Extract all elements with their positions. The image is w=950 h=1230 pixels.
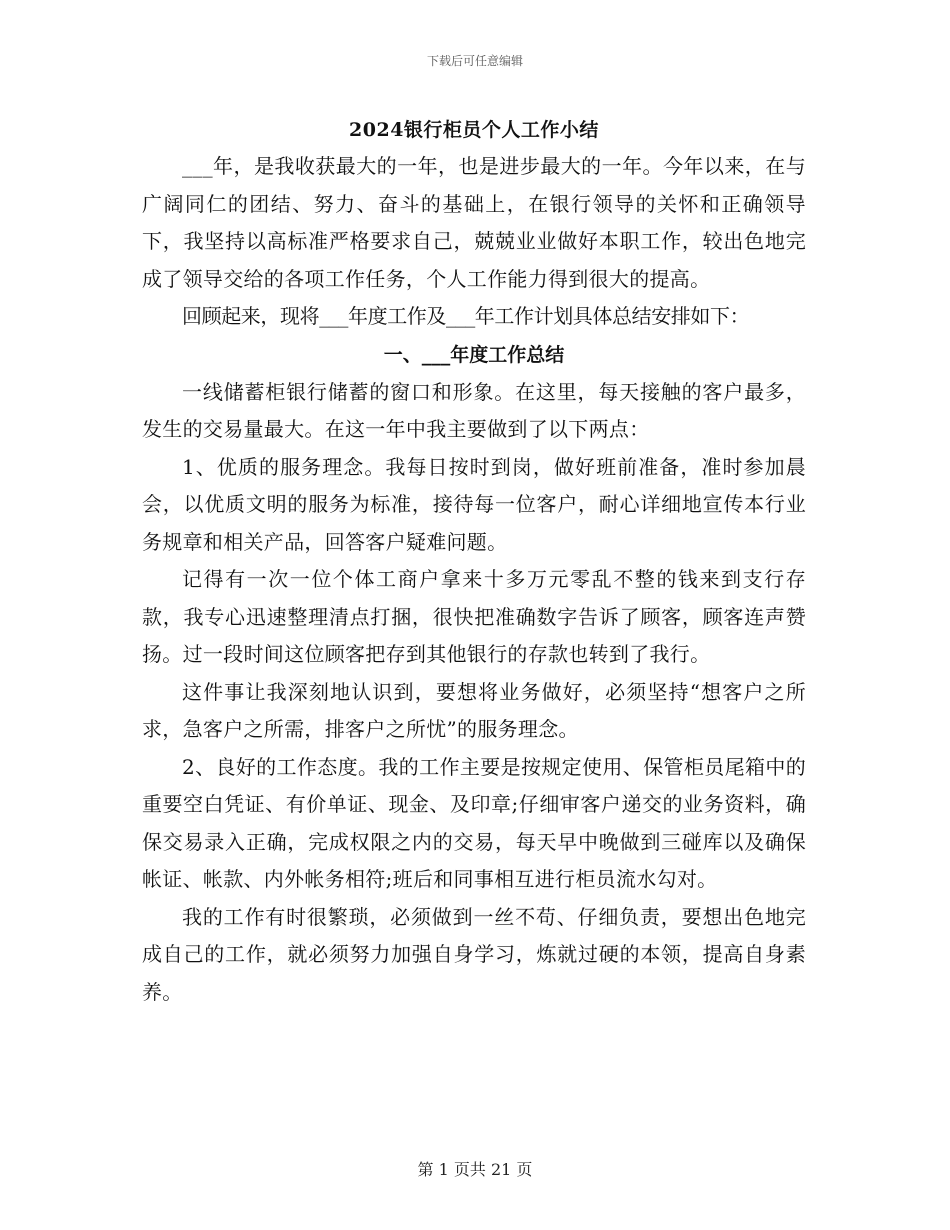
section-paragraph-2: 1、优质的服务理念。我每日按时到岗，做好班前准备，准时参加晨会，以优质文明的服务为标准，接待每一位客户，耐心详细地宣传本行业务规章和相关产品，回答客户疑难问题。 [142,454,806,554]
section-paragraph-1: 一线储蓄柜银行储蓄的窗口和形象。在这里，每天接触的客户最多，发生的交易量最大。在这一年中我主要做到了以下两点： [142,379,806,441]
section-paragraph-6: 我的工作有时很繁琐，必须做到一丝不苟、仔细负责，要想出色地完成自己的工作，就必须努力加强自身学习，炼就过硬的本领，提高自身素养。 [142,904,806,1004]
document-title: 2024银行柜员个人工作小结 [349,119,599,141]
section-paragraph-5: 2、良好的工作态度。我的工作主要是按规定使用、保管柜员尾箱中的重要空白凭证、有价单证、现金、及印章;仔细审客户递交的业务资料，确保交易录入正确，完成权限之内的交易，每天早中晚做到三碰库以及确保帐证、帐款、内外帐务相符;班后和同事相互进行柜员流水勾对。 [142,754,806,891]
section-title: 一、___年度工作总结 [383,343,565,366]
section-paragraph-4: 这件事让我深刻地认识到，要想将业务做好，必须坚持“想客户之所求，急客户之所需，排客户之所忧”的服务理念。 [142,679,806,741]
intro-paragraph-2: 回顾起来，现将___年度工作及___年工作计划具体总结安排如下： [182,304,750,328]
intro-paragraph-1: ___年，是我收获最大的一年，也是进步最大的一年。今年以来，在与广阔同仁的团结、努力、奋斗的基础上，在银行领导的关怀和正确领导下，我坚持以高标准严格要求自己，兢兢业业做好本职工作，较出色地完成了领导交给的各项工作任务，个人工作能力得到很大的提高。 [142,154,806,291]
page-header: 下载后可任意编辑 [426,54,523,68]
document-body [142,112,806,1011]
section-paragraph-3: 记得有一次一位个体工商户拿来十多万元零乱不整的钱来到支行存款，我专心迅速整理清点打捆，很快把准确数字告诉了顾客，顾客连声赞扬。过一段时间这位顾客把存到其他银行的存款也转到了我行。 [142,567,806,666]
page-footer: 第 1 页共 21 页 [417,1160,533,1179]
